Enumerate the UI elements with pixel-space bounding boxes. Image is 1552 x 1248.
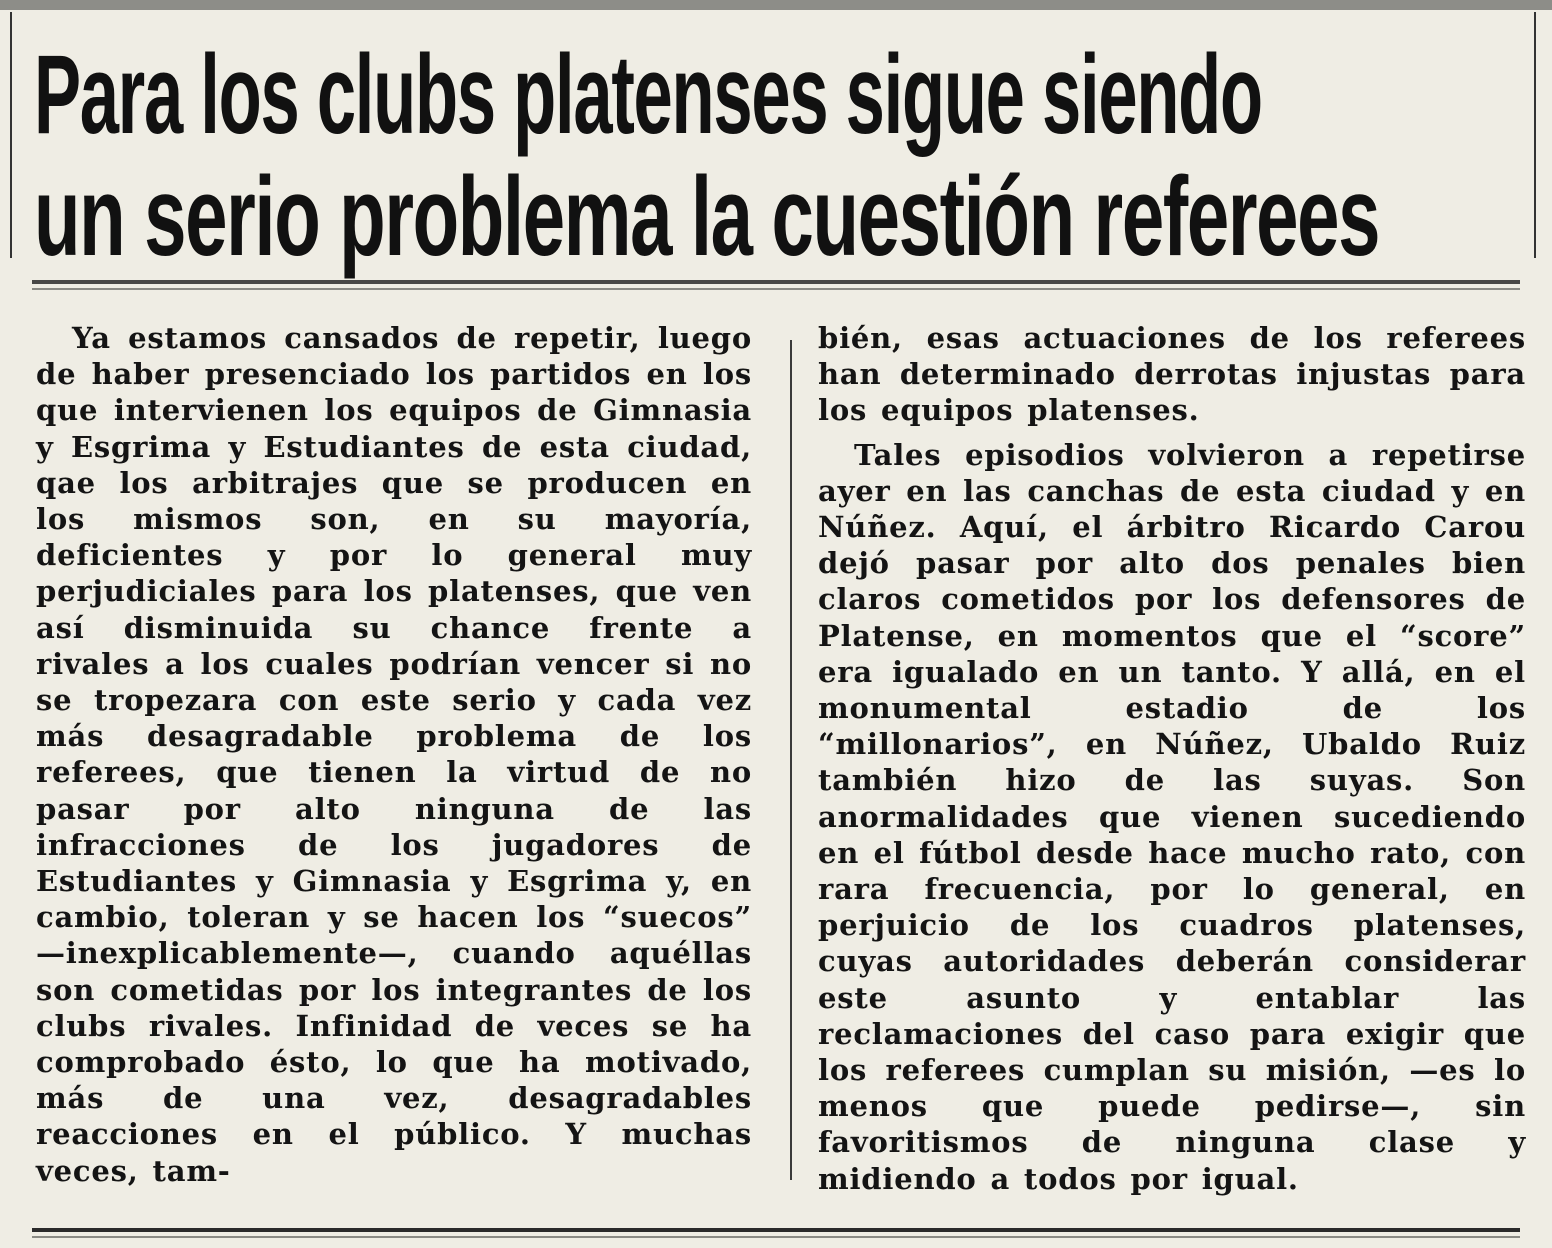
article-paragraph-continued: bién, esas actuaciones de los referees han determinado derrotas injustas para los equipos platenses. [818,321,1526,428]
article-paragraph: Ya estamos cansados de repetir, luego de haber presenciado los partidos en los que intervienen los equipos de Gimnasia y Esgrima y Estudiantes de esta ciudad, qae los arbitrajes que se producen en los mismos son, en su mayoría, deficientes y por lo general muy perjudiciales para los platenses, que ven así disminuida su chance frente a rivales a los cuales podrían vencer si no se tropezara con este serio y cada vez más desagradable problema de los referees, que tienen la virtud de no pasar por alto ninguna de las infracciones de los jugadores de Estudiantes y Gimnasia y Esgrima y, en cambio, toleran y se hacen los “suecos” —inexplicablemente—, cuando aquéllas son cometidas por los integrantes de los clubs rivales. Infinidad de veces se ha comprobado ésto, lo que ha motivado, más de una vez, desagradables reacciones en el público. Y muchas veces, tam- [36,321,752,1188]
headline-box [10,12,1536,279]
article-column-right [818,320,1526,1197]
article-column-left [36,320,752,1189]
article-paragraph: Tales episodios volvieron a repetirse ayer en las canchas de esta ciudad y en Núñez. Aquí, el árbitro Ricardo Carou dejó pasar por alto dos penales bien claros cometidos por los defensores de Platense, en momentos que el “score” era igualado en un tanto. Y allá, en el monumental estadio de los “millonarios”, en Núñez, Ubaldo Ruiz también hizo de las suyas. Son anormalidades que vienen sucediendo en el fútbol desde hace mucho rato, con rara frecuencia, por lo general, en perjuicio de los cuadros platenses, cuyas autoridades deberán considerar este asunto y entablar las reclamaciones del caso para exigir que los referees cumplan su misión, —es lo menos que puede pedirse—, sin favoritismos de ninguna clase y midiendo a todos por igual. [818,437,1526,1196]
headline-line-1: Para los clubs platenses sigue siendo [34,32,1262,157]
column-divider [790,340,792,1180]
bottom-divider-shade [32,1236,1520,1238]
bottom-divider [32,1228,1520,1232]
top-border [0,0,1552,10]
headline-line-2: un serio problema la cuestión referees [34,154,1380,279]
headline-divider-shade [32,288,1520,290]
headline-divider [32,280,1520,284]
